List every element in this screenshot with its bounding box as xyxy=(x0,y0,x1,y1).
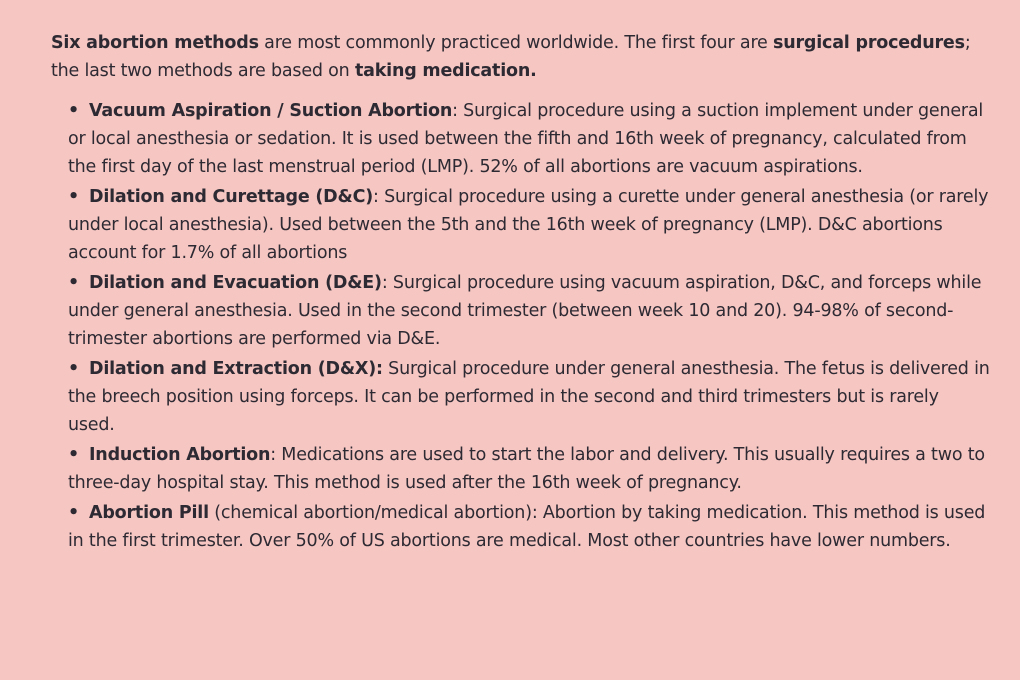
method-dilation-extraction xyxy=(68,355,990,439)
bullet-icon: • xyxy=(68,273,79,293)
method-induction-abortion xyxy=(68,441,990,497)
method-description: : Medications are used to start the labor and delivery. This usually requires a two to three-day hospital stay. This method is used after the 16th week of pregnancy. xyxy=(68,445,985,493)
method-name: Dilation and Extraction (D&X): xyxy=(89,359,383,379)
method-name: Induction Abortion xyxy=(89,445,271,465)
method-description: : Surgical procedure using a curette under general anesthesia (or rarely under local anesthesia). Used between the 5th and the 16th week of pregnancy (LMP). D&C abortions account for 1.7% of all abortions xyxy=(68,187,989,263)
bullet-icon: • xyxy=(68,187,79,207)
intro-bold-surgical: surgical procedures xyxy=(772,33,965,53)
method-name: Abortion Pill xyxy=(89,503,209,523)
bullet-icon: • xyxy=(68,359,79,379)
bullet-icon: • xyxy=(68,445,79,465)
method-name: Vacuum Aspiration / Suction Abortion xyxy=(89,101,453,121)
intro-bold-medication: taking medication. xyxy=(354,61,537,81)
method-vacuum-aspiration xyxy=(68,97,990,181)
method-description: (chemical abortion/medical abortion): Abortion by taking medication. This method is used in the first trimester. Over 50% of US abortions are medical. Most other countries have lower numbers. xyxy=(68,503,986,551)
method-description: : Surgical procedure using a suction implement under general or local anesthesia or sedation. It is used between the fifth and 16th week of pregnancy, calculated from the first day of the last menstrual period (LMP). 52% of all abortions are vacuum aspirations. xyxy=(68,101,984,177)
intro-bold-methods: Six abortion methods xyxy=(51,33,259,53)
intro-text-1: are most commonly practiced worldwide. The first four are xyxy=(258,33,773,53)
intro-text-2: ; the last two methods are based on xyxy=(51,33,971,81)
method-description: : Surgical procedure using vacuum aspiration, D&C, and forceps while under general anesthesia. Used in the second trimester (between week 10 and 20). 94-98% of second-trimester abortions are performed via D&E. xyxy=(68,273,982,349)
bullet-icon: • xyxy=(68,101,79,121)
method-abortion-pill xyxy=(68,499,990,555)
methods-list xyxy=(51,97,990,555)
method-dilation-curettage xyxy=(68,183,990,267)
method-name: Dilation and Evacuation (D&E) xyxy=(89,273,382,293)
method-name: Dilation and Curettage (D&C) xyxy=(89,187,374,207)
bullet-icon: • xyxy=(68,503,79,523)
method-description: Surgical procedure under general anesthesia. The fetus is delivered in the breech position using forceps. It can be performed in the second and third trimesters but is rarely used. xyxy=(68,359,990,435)
method-dilation-evacuation xyxy=(68,269,990,353)
intro-paragraph xyxy=(51,29,990,85)
